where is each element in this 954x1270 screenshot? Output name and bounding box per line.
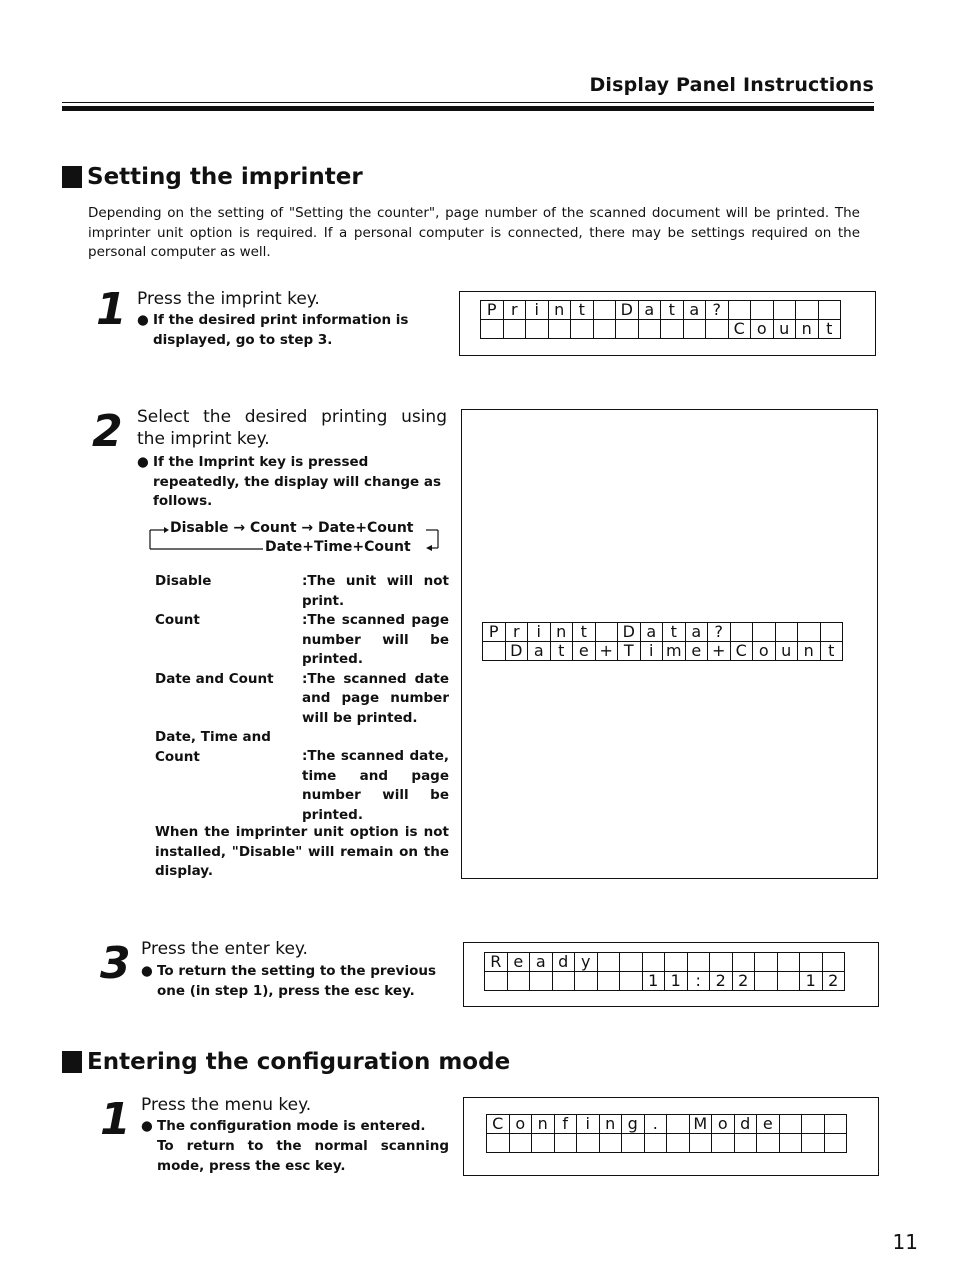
step-instruction: Press the menu key. bbox=[141, 1095, 312, 1115]
definition-row bbox=[155, 728, 449, 825]
lcd-cell bbox=[802, 1134, 825, 1153]
lcd-cell: t bbox=[661, 301, 684, 320]
lcd-cell bbox=[552, 972, 575, 991]
lcd-cell bbox=[779, 1134, 802, 1153]
lcd-cell bbox=[593, 320, 616, 339]
lcd-cell: a bbox=[638, 301, 661, 320]
lcd-cell bbox=[734, 1134, 757, 1153]
lcd-cell bbox=[548, 320, 571, 339]
lcd-cell: t bbox=[573, 623, 596, 642]
running-header: Display Panel Instructions bbox=[589, 74, 874, 96]
lcd-cell: 2 bbox=[732, 972, 755, 991]
lcd-cell bbox=[820, 623, 843, 642]
lcd-cell bbox=[575, 972, 598, 991]
lcd-cell bbox=[796, 301, 819, 320]
lcd-cell bbox=[732, 953, 755, 972]
lcd-cell bbox=[665, 953, 688, 972]
lcd-cell bbox=[616, 320, 639, 339]
lcd-cell: t bbox=[663, 623, 686, 642]
lcd-cell bbox=[755, 953, 778, 972]
lcd-grid bbox=[482, 622, 843, 661]
lcd-cell: e bbox=[507, 953, 530, 972]
page-number: 11 bbox=[892, 1230, 918, 1254]
step-number: 1 bbox=[96, 284, 127, 335]
lcd-cell bbox=[503, 320, 526, 339]
lcd-panel bbox=[463, 942, 879, 1007]
step-bullet bbox=[141, 1117, 451, 1137]
lcd-cell: t bbox=[818, 320, 841, 339]
lcd-cell: D bbox=[505, 642, 528, 661]
mode-cycle-diagram bbox=[146, 518, 446, 562]
lcd-cell bbox=[509, 1134, 532, 1153]
lcd-cell: t bbox=[550, 642, 573, 661]
lcd-cell bbox=[667, 1115, 690, 1134]
definition-desc: :The scanned date and page number will be printed. bbox=[302, 670, 449, 726]
lcd-cell bbox=[642, 953, 665, 972]
definition-desc: :The unit will not print. bbox=[302, 573, 449, 609]
step-instruction: Select the desired printing using the imprint key. bbox=[137, 407, 447, 449]
installation-note: When the imprinter unit option is not installed, "Disable" will remain on the display. bbox=[155, 824, 449, 879]
lcd-cell bbox=[532, 1134, 555, 1153]
lcd-cell bbox=[710, 953, 733, 972]
step-instruction: Press the imprint key. bbox=[137, 289, 320, 309]
lcd-cell bbox=[526, 320, 549, 339]
lcd-cell: C bbox=[728, 320, 751, 339]
lcd-row bbox=[483, 642, 843, 661]
bullet-dot-icon: ● bbox=[141, 963, 153, 979]
lcd-cell: P bbox=[483, 623, 506, 642]
lcd-cell bbox=[802, 1115, 825, 1134]
lcd-cell: . bbox=[644, 1115, 667, 1134]
lcd-panel bbox=[461, 409, 878, 879]
lcd-cell bbox=[706, 320, 729, 339]
lcd-cell: a bbox=[530, 953, 553, 972]
definition-term: Date, Time and Count bbox=[155, 729, 271, 765]
lcd-cell bbox=[597, 953, 620, 972]
lcd-cell bbox=[728, 301, 751, 320]
bullet-text: If the Imprint key is pressed repeatedly, the display will change as follows. bbox=[153, 454, 442, 509]
lcd-cell: a bbox=[528, 642, 551, 661]
lcd-cell: u bbox=[773, 320, 796, 339]
lcd-cell bbox=[751, 301, 774, 320]
lcd-row bbox=[485, 972, 845, 991]
lcd-cell: o bbox=[751, 320, 774, 339]
step-number: 1 bbox=[100, 1094, 131, 1145]
lcd-cell: e bbox=[757, 1115, 780, 1134]
lcd-cell bbox=[779, 1115, 802, 1134]
lcd-cell bbox=[689, 1134, 712, 1153]
lcd-cell bbox=[577, 1134, 600, 1153]
lcd-cell: ? bbox=[708, 623, 731, 642]
lcd-cell bbox=[554, 1134, 577, 1153]
lcd-cell bbox=[683, 320, 706, 339]
lcd-cell bbox=[822, 953, 845, 972]
definition-term: Disable bbox=[155, 573, 212, 589]
lcd-cell bbox=[712, 1134, 735, 1153]
lcd-cell bbox=[775, 623, 798, 642]
lcd-grid bbox=[486, 1114, 847, 1153]
lcd-cell bbox=[507, 972, 530, 991]
lcd-cell bbox=[798, 623, 821, 642]
step-bullet bbox=[141, 962, 451, 1001]
definition-desc: :The scanned date, time and page number will be printed. bbox=[302, 748, 449, 823]
definition-term: Date and Count bbox=[155, 670, 274, 687]
lcd-cell bbox=[620, 953, 643, 972]
definition-term: Count bbox=[155, 612, 200, 628]
definition-row bbox=[155, 611, 449, 670]
lcd-cell: a bbox=[685, 623, 708, 642]
intro-paragraph: Depending on the setting of "Setting the counter", page number of the scanned document will be printed. The imprinter unit option is required. If a personal computer is connected, there may be settings required on the personal computer as well. bbox=[88, 205, 860, 260]
lcd-cell: + bbox=[595, 642, 618, 661]
cycle-line-2: Date+Time+Count bbox=[265, 539, 411, 555]
lcd-cell: f bbox=[554, 1115, 577, 1134]
lcd-cell: e bbox=[685, 642, 708, 661]
lcd-cell: n bbox=[550, 623, 573, 642]
lcd-cell bbox=[777, 972, 800, 991]
lcd-cell bbox=[597, 972, 620, 991]
lcd-cell bbox=[530, 972, 553, 991]
lcd-cell: o bbox=[753, 642, 776, 661]
lcd-row bbox=[485, 953, 845, 972]
lcd-cell bbox=[485, 972, 508, 991]
lcd-row bbox=[481, 320, 841, 339]
lcd-cell: r bbox=[505, 623, 528, 642]
lcd-cell: y bbox=[575, 953, 598, 972]
lcd-cell bbox=[483, 642, 506, 661]
bullet-dot-icon: ● bbox=[137, 454, 149, 470]
lcd-cell: d bbox=[734, 1115, 757, 1134]
lcd-cell: i bbox=[640, 642, 663, 661]
step-instruction: Press the enter key. bbox=[141, 939, 308, 959]
lcd-cell bbox=[487, 1134, 510, 1153]
lcd-cell bbox=[730, 623, 753, 642]
definition-row bbox=[155, 670, 449, 729]
lcd-cell: i bbox=[577, 1115, 600, 1134]
lcd-cell: D bbox=[618, 623, 641, 642]
lcd-panel bbox=[463, 1097, 879, 1176]
lcd-cell: e bbox=[573, 642, 596, 661]
lcd-row bbox=[487, 1115, 847, 1134]
header-rule-thin bbox=[62, 102, 874, 103]
lcd-cell bbox=[824, 1134, 847, 1153]
lcd-cell: M bbox=[689, 1115, 712, 1134]
lcd-cell bbox=[777, 953, 800, 972]
lcd-cell: r bbox=[503, 301, 526, 320]
lcd-cell: t bbox=[571, 301, 594, 320]
bullet-text: If the desired print information is displayed, go to step 3. bbox=[153, 312, 409, 348]
lcd-cell bbox=[757, 1134, 780, 1153]
lcd-cell bbox=[755, 972, 778, 991]
lcd-cell bbox=[800, 953, 823, 972]
step-bullet bbox=[137, 453, 449, 512]
lcd-cell bbox=[481, 320, 504, 339]
lcd-cell: g bbox=[622, 1115, 645, 1134]
lcd-cell: n bbox=[548, 301, 571, 320]
lcd-cell: + bbox=[708, 642, 731, 661]
lcd-cell bbox=[824, 1115, 847, 1134]
lcd-row bbox=[483, 623, 843, 642]
lcd-cell bbox=[599, 1134, 622, 1153]
lcd-row bbox=[481, 301, 841, 320]
lcd-cell bbox=[620, 972, 643, 991]
section-heading-imprinter bbox=[62, 164, 363, 190]
section-title: Entering the configuration mode bbox=[87, 1049, 511, 1075]
cycle-line-1: Disable → Count → Date+Count bbox=[170, 520, 414, 536]
lcd-cell bbox=[595, 623, 618, 642]
lcd-cell: t bbox=[820, 642, 843, 661]
lcd-cell: T bbox=[618, 642, 641, 661]
lcd-cell: ? bbox=[706, 301, 729, 320]
section-title: Setting the imprinter bbox=[87, 164, 363, 190]
definition-list bbox=[155, 572, 449, 825]
lcd-cell: n bbox=[599, 1115, 622, 1134]
lcd-cell: D bbox=[616, 301, 639, 320]
step-number: 3 bbox=[100, 938, 131, 989]
lcd-panel bbox=[459, 291, 876, 356]
lcd-cell: P bbox=[481, 301, 504, 320]
lcd-grid bbox=[480, 300, 841, 339]
lcd-row bbox=[487, 1134, 847, 1153]
heading-square-icon bbox=[62, 1051, 82, 1073]
bullet-text: To return the setting to the previous one (in step 1), press the esc key. bbox=[157, 963, 437, 999]
lcd-cell: i bbox=[526, 301, 549, 320]
lcd-cell bbox=[687, 953, 710, 972]
lcd-cell bbox=[667, 1134, 690, 1153]
lcd-cell: 1 bbox=[665, 972, 688, 991]
step-bullet-continuation: To return to the normal scanning mode, press the esc key. bbox=[157, 1138, 449, 1174]
lcd-cell bbox=[773, 301, 796, 320]
lcd-cell: 2 bbox=[710, 972, 733, 991]
step-number: 2 bbox=[92, 406, 123, 457]
bullet-text: The configuration mode is entered. bbox=[157, 1118, 426, 1134]
lcd-cell bbox=[638, 320, 661, 339]
lcd-cell bbox=[593, 301, 616, 320]
lcd-cell: : bbox=[687, 972, 710, 991]
lcd-cell: n bbox=[796, 320, 819, 339]
lcd-cell bbox=[818, 301, 841, 320]
lcd-cell: a bbox=[683, 301, 706, 320]
lcd-cell bbox=[661, 320, 684, 339]
lcd-cell: n bbox=[798, 642, 821, 661]
heading-square-icon bbox=[62, 166, 82, 188]
definition-desc: :The scanned page number will be printed. bbox=[302, 612, 449, 667]
lcd-cell: 1 bbox=[800, 972, 823, 991]
lcd-cell: 2 bbox=[822, 972, 845, 991]
step-bullet bbox=[137, 311, 449, 350]
lcd-cell: R bbox=[485, 953, 508, 972]
lcd-cell bbox=[753, 623, 776, 642]
lcd-cell: o bbox=[509, 1115, 532, 1134]
lcd-cell: C bbox=[730, 642, 753, 661]
lcd-cell: d bbox=[552, 953, 575, 972]
lcd-cell bbox=[644, 1134, 667, 1153]
definition-row bbox=[155, 572, 449, 611]
lcd-cell bbox=[571, 320, 594, 339]
bullet-dot-icon: ● bbox=[137, 312, 149, 328]
lcd-cell: a bbox=[640, 623, 663, 642]
section-heading-configuration bbox=[62, 1049, 510, 1075]
lcd-cell: C bbox=[487, 1115, 510, 1134]
lcd-cell: n bbox=[532, 1115, 555, 1134]
bullet-dot-icon: ● bbox=[141, 1118, 153, 1134]
lcd-cell: u bbox=[775, 642, 798, 661]
lcd-cell: m bbox=[663, 642, 686, 661]
header-rule-thick bbox=[62, 106, 874, 111]
lcd-cell: o bbox=[712, 1115, 735, 1134]
lcd-grid bbox=[484, 952, 845, 991]
lcd-cell: 1 bbox=[642, 972, 665, 991]
lcd-cell bbox=[622, 1134, 645, 1153]
lcd-cell: i bbox=[528, 623, 551, 642]
